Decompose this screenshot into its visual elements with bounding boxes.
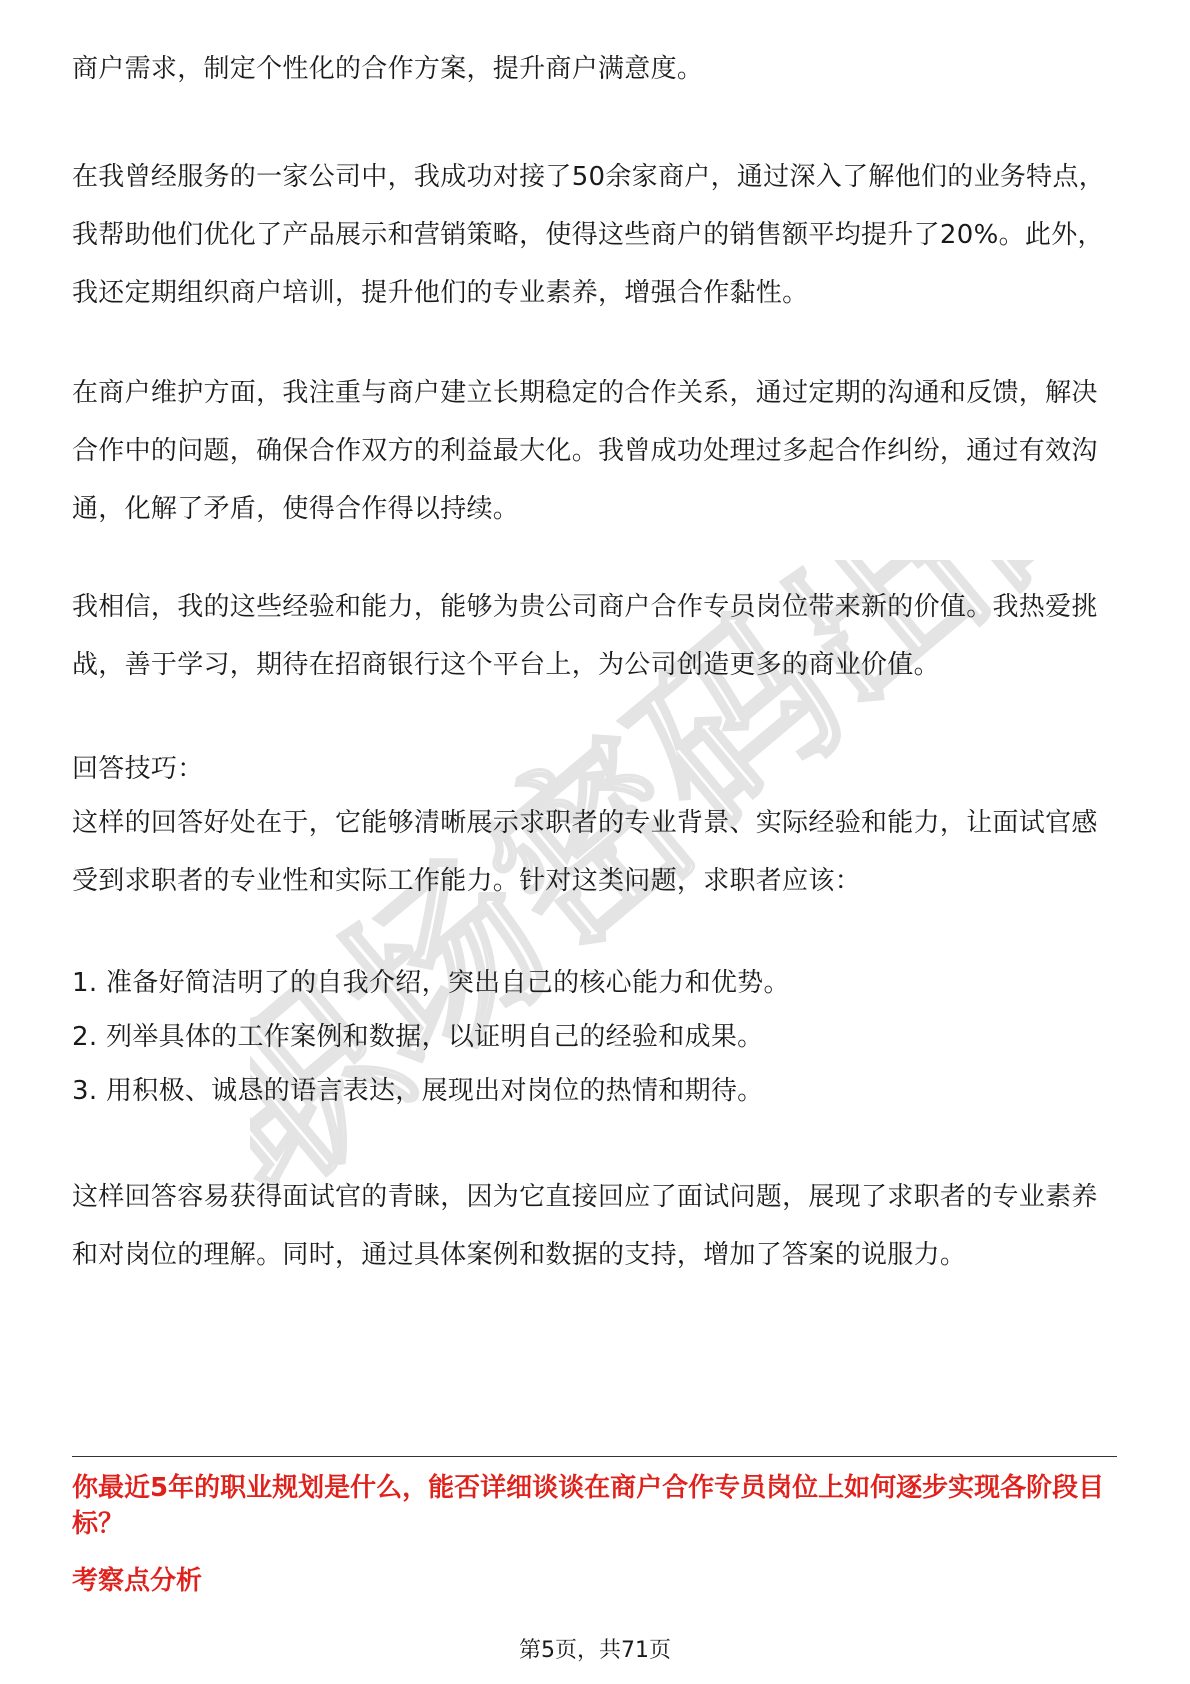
page-number: 第5页，共71页	[519, 1638, 671, 1663]
paragraph-maintenance: 在商户维护方面，我注重与商户建立长期稳定的合作关系，通过定期的沟通和反馈，解决合作中的问题，确保合作双方的利益最大化。我曾成功处理过多起合作纠纷，通过有效沟通，化解了矛盾，使得合作得以持续。	[72, 378, 1098, 524]
tips-item-3: 3. 用积极、诚恳的语言表达，展现出对岗位的热情和期待。	[72, 1076, 764, 1106]
divider	[72, 1456, 1117, 1457]
page-content	[72, 0, 1117, 1684]
paragraph-experience: 在我曾经服务的一家公司中，我成功对接了50余家商户，通过深入了解他们的业务特点，我帮助他们优化了产品展示和营销策略，使得这些商户的销售额平均提升了20%。此外，我还定期组织商户培训，提升他们的专业素养，增强合作黏性。	[72, 162, 1106, 308]
paragraph-continued: 商户需求，制定个性化的合作方案，提升商户满意度。	[72, 54, 704, 84]
paragraph-conclusion-self: 我相信，我的这些经验和能力，能够为贵公司商户合作专员岗位带来新的价值。我热爱挑战，善于学习，期待在招商银行这个平台上，为公司创造更多的商业价值。	[72, 592, 1098, 680]
tips-heading: 回答技巧：	[72, 754, 204, 784]
tips-intro: 这样的回答好处在于，它能够清晰展示求职者的专业背景、实际经验和能力，让面试官感受到求职者的专业性和实际工作能力。针对这类问题，求职者应该：	[72, 808, 1098, 896]
analysis-heading: 考察点分析	[72, 1566, 203, 1596]
next-question-title: 你最近5年的职业规划是什么，能否详细谈谈在商户合作专员岗位上如何逐步实现各阶段目标？	[72, 1473, 1105, 1539]
tips-conclusion: 这样回答容易获得面试官的青睐，因为它直接回应了面试问题，展现了求职者的专业素养和对岗位的理解。同时，通过具体案例和数据的支持，增加了答案的说服力。	[72, 1182, 1098, 1270]
tips-item-2: 2. 列举具体的工作案例和数据，以证明自己的经验和成果。	[72, 1022, 764, 1052]
watermark-text: 职场密码出品	[250, 560, 1150, 1235]
tips-item-1: 1. 准备好简洁明了的自我介绍，突出自己的核心能力和优势。	[72, 968, 790, 998]
